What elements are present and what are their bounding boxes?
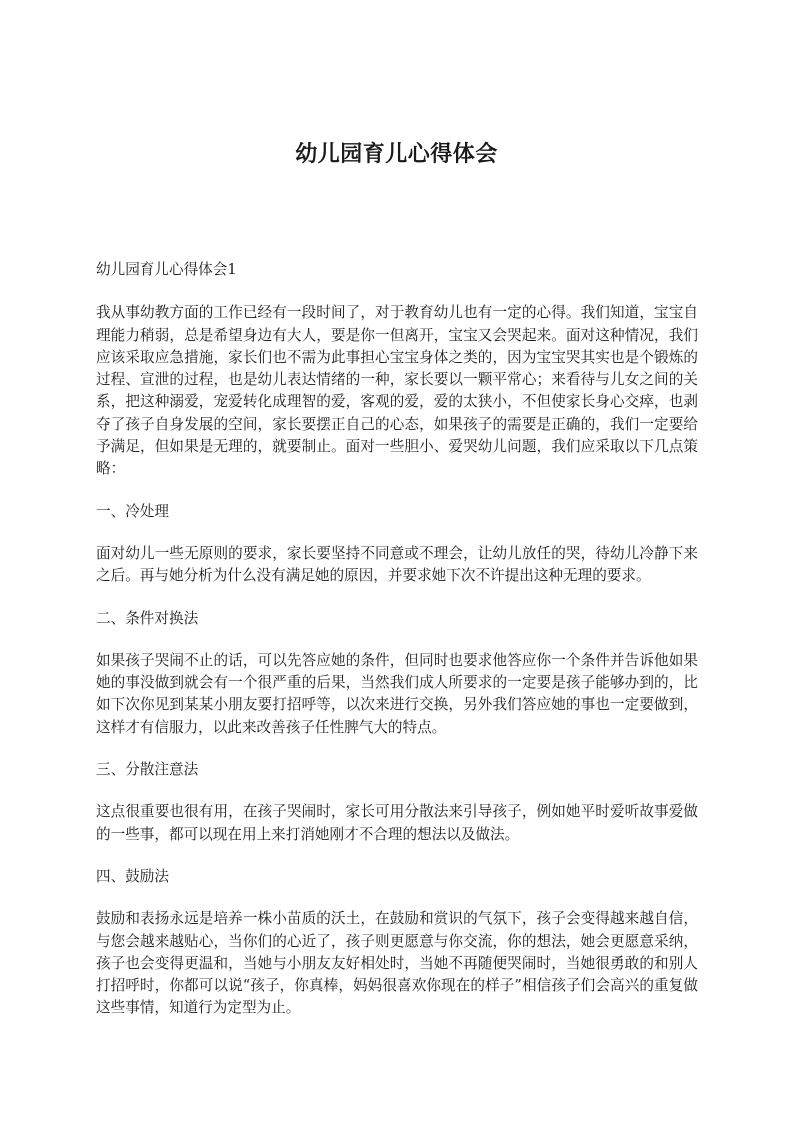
section-heading-condition-exchange: 二、条件对换法 [96,609,199,627]
section-body-distraction: 这点很重要也很有用，在孩子哭闹时，家长可用分散法来引导孩子，例如她平时爱听故事爱做的一些事，都可以现在用上来打消她刚才不合理的想法以及做法。 [96,803,698,843]
section-body-condition-exchange: 如果孩子哭闹不止的话，可以先答应她的条件，但同时也要求他答应你一个条件并告诉他如果她的事没做到就会有一个很严重的后果，当然我们成人所要求的一定要是孩子能够办到的，比如下次你见到某某小朋友要打招呼等，以次来进行交换，另外我们答应她的事也一定要做到，这样才有信服力，以此来改善孩子任性脾气大的特点。 [96,651,698,736]
document-body [96,259,698,1040]
intro-paragraph: 我从事幼教方面的工作已经有一段时间了，对于教育幼儿也有一定的心得。我们知道，宝宝自理能力稍弱，总是希望身边有大人，要是你一但离开，宝宝又会哭起来。面对这种情况，我们应该采取应急措施，家长们也不需为此事担心宝宝身体之类的，因为宝宝哭其实也是个锻炼的过程、宣泄的过程，也是幼儿表达情绪的一种，家长要以一颗平常心；来看待与儿女之间的关系，把这种溺爱，宠爱转化成理智的爱，客观的爱，爱的太狭小，不但使家长身心交瘁，也剥夺了孩子自身发展的空间，家长要摆正自己的心态，如果孩子的需要是正确的，我们一定要给予满足，但如果是无理的，就要制止。面对一些胆小、爱哭幼儿问题，我们应采取以下几点策略： [96,304,698,478]
section-heading-cold-treatment: 一、冷处理 [96,502,169,520]
section-heading-encouragement: 四、鼓励法 [96,867,169,885]
document-title: 幼儿园育儿心得体会 [295,142,498,167]
section-heading-distraction: 三、分散注意法 [96,761,199,779]
section-body-encouragement: 鼓励和表扬永远是培养一株小苗质的沃土，在鼓励和赏识的气氛下，孩子会变得越来越自信，与您会越来越贴心，当你们的心近了，孩子则更愿意与你交流，你的想法，她会更愿意采纳，孩子也会变得更温和，当她与小朋友友好相处时，当她不再随便哭闹时，当她很勇敢的和别人打招呼时，你都可以说“孩子，你真棒，妈妈很喜欢你现在的样子”相信孩子们会高兴的重复做这些事情，知道行为定型为止。 [96,910,698,1017]
document-subtitle: 幼儿园育儿心得体会1 [96,261,237,278]
section-body-cold-treatment: 面对幼儿一些无原则的要求，家长要坚持不同意或不理会，让幼儿放任的哭，待幼儿冷静下来之后。再与她分析为什么没有满足她的原因，并要求她下次不许提出这种无理的要求。 [96,544,698,585]
